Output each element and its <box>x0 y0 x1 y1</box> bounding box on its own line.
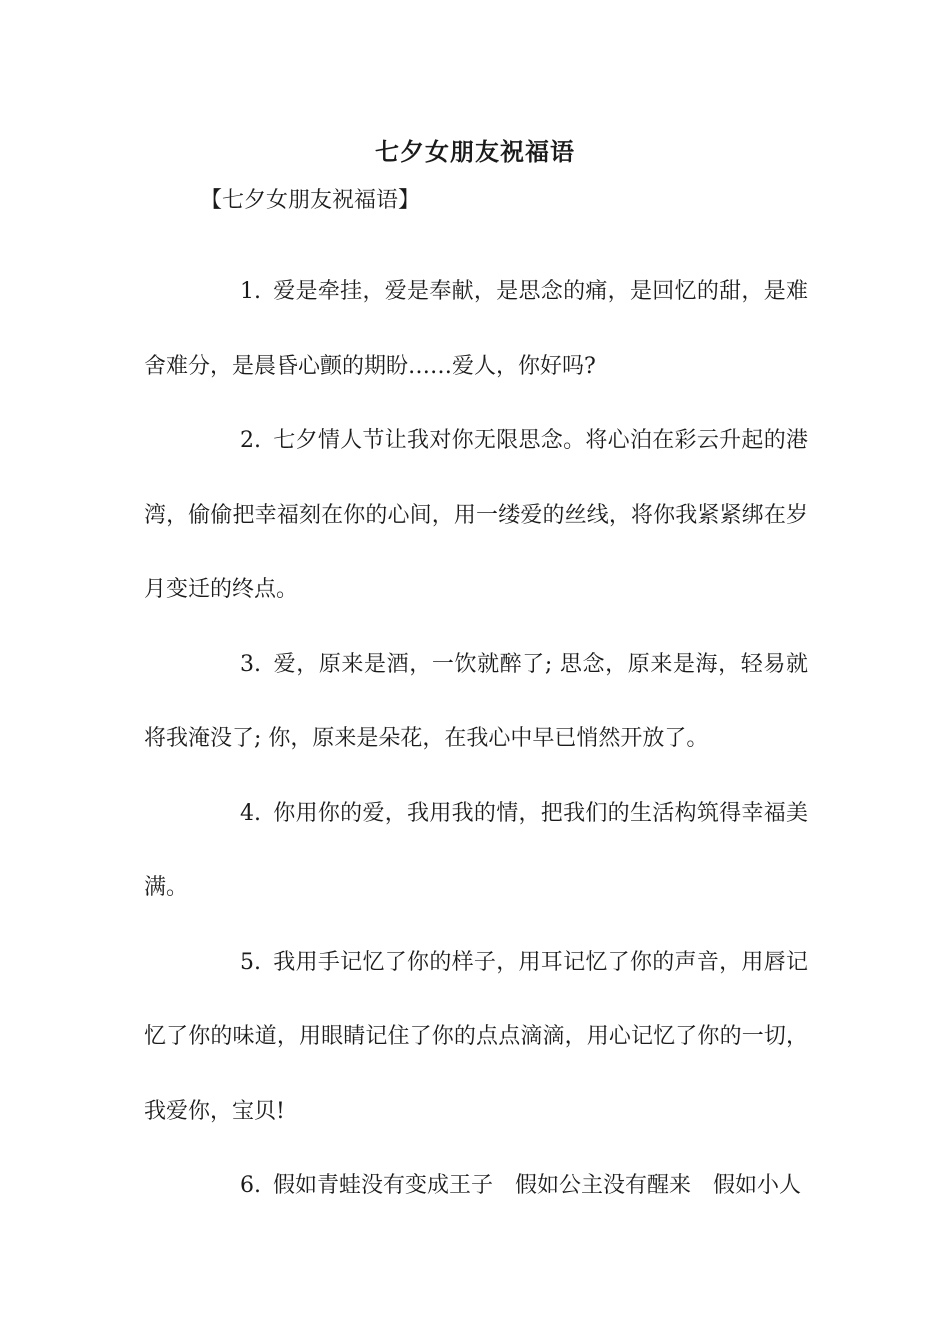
item-number: 5. <box>240 949 261 975</box>
list-item <box>144 926 808 1150</box>
list-item <box>144 777 808 926</box>
list-item <box>144 404 808 628</box>
item-text: 你用你的爱，我用我的情，把我们的生活构筑得幸福美满。 <box>144 800 808 900</box>
item-number: 6. <box>240 1173 261 1198</box>
item-text: 我用手记忆了你的样子，用耳记忆了你的声音，用唇记忆了你的味道，用眼睛记住了你的点点滴滴，用心记忆了你的一切，我爱你，宝贝! <box>144 949 808 1124</box>
item-text: 爱，原来是酒，一饮就醉了; 思念，原来是海，轻易就将我淹没了; 你，原来是朵花，在我心中早已悄然开放了。 <box>144 651 808 751</box>
item-text: 假如青蛙没有变成王子 假如公主没有醒来 假如小人 <box>273 1173 802 1198</box>
item-number: 3. <box>240 651 261 677</box>
list-item <box>144 1149 808 1224</box>
item-number: 2. <box>240 428 261 453</box>
item-number: 4. <box>240 800 261 826</box>
section-heading: 【七夕女朋友祝福语】 <box>200 188 421 213</box>
page-title: 七夕女朋友祝福语 <box>375 137 575 166</box>
item-number: 1. <box>240 279 261 304</box>
list-item <box>144 255 808 404</box>
blessing-list <box>144 255 808 1224</box>
item-text: 七夕情人节让我对你无限思念。将心泊在彩云升起的港湾，偷偷把幸福刻在你的心间，用一缕爱的丝线，将你我紧紧绑在岁月变迁的终点。 <box>144 428 808 602</box>
list-item <box>144 628 808 777</box>
item-text: 爱是牵挂，爱是奉献，是思念的痛，是回忆的甜，是难舍难分，是晨昏心颤的期盼……爱人，你好吗? <box>144 279 808 379</box>
